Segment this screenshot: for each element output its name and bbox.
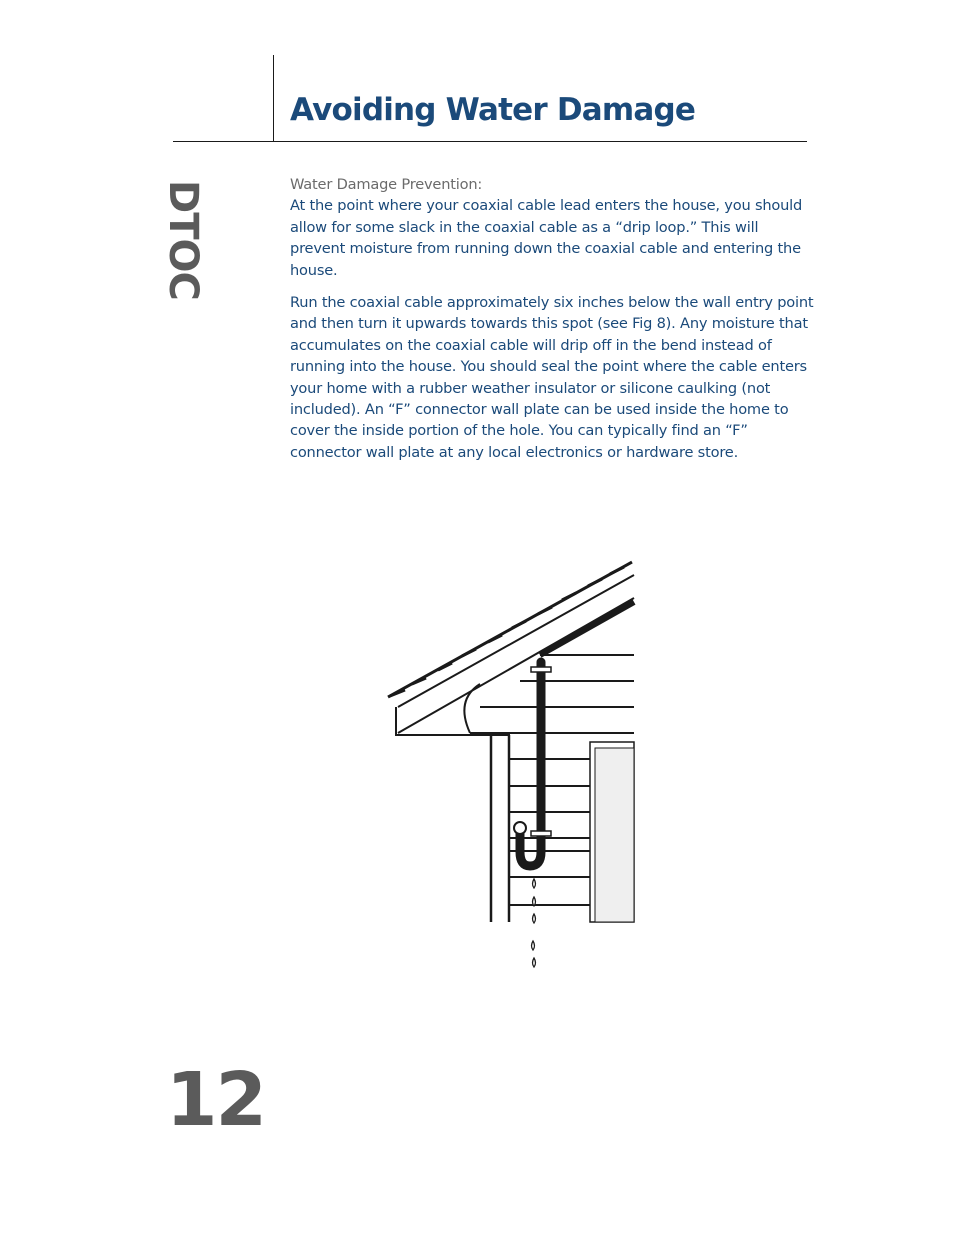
paragraph-1-text: At the point where your coaxial cable lead enters the house, you should allow for some slack in the coaxial cable as a “drip loop.” This will prevent moisture from running down the coaxial cable and entering the house. xyxy=(290,197,803,279)
page-title: Avoiding Water Damage xyxy=(290,92,696,128)
cable-clip xyxy=(531,667,551,672)
brand-vertical-label xyxy=(160,180,206,300)
header-horizontal-rule xyxy=(173,141,807,142)
subheading: Water Damage Prevention: xyxy=(290,176,483,193)
header-vertical-rule xyxy=(273,55,274,141)
cable-clip xyxy=(531,831,551,836)
corner-trim xyxy=(491,735,509,922)
roof xyxy=(388,562,634,735)
brand-text: DTOC xyxy=(160,180,206,300)
water-drops xyxy=(532,879,536,967)
page-number: 12 xyxy=(166,1057,265,1143)
window-frame xyxy=(590,742,634,922)
body-content xyxy=(290,174,815,463)
wall-entry-point xyxy=(514,822,526,834)
paragraph-2-text: Run the coaxial cable approximately six inches below the wall entry point and then turn it upwards towards this spot (see Fig 8). Any moisture that accumulates on the coaxial cable will drip off in the bend instead of running into the house. You should seal the point where the cable enters your home with a rubber weather insulator or silicone caulking (not included). An “F” connector wall plate can be used inside the home to cover the inside portion of the hole. You can typically find an “F” connector wall plate at any local electronics or hardware store. xyxy=(290,294,814,461)
drip-loop-illustration xyxy=(380,550,640,980)
paragraph-first xyxy=(290,174,815,281)
